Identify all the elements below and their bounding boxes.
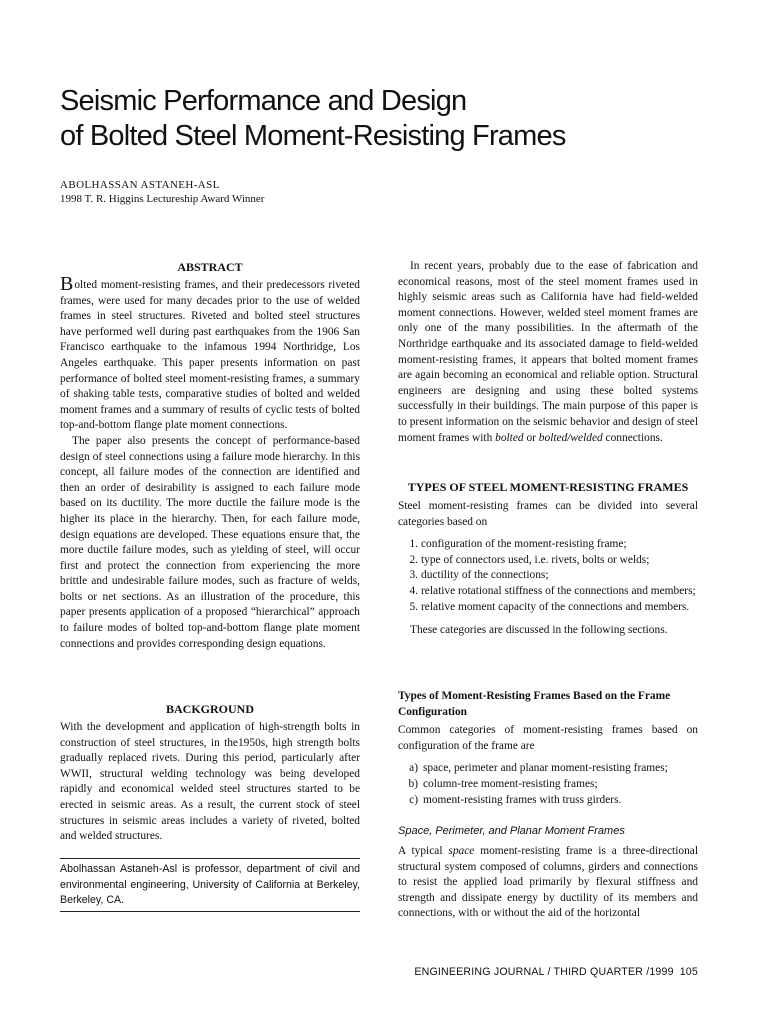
intro-italic-bolted-welded: bolted/welded <box>538 431 603 444</box>
space-italic: space <box>448 845 475 857</box>
background-heading: BACKGROUND <box>165 702 254 716</box>
types-item-text: relative moment capacity of the connections and members. <box>421 600 690 613</box>
types-intro-text: Steel moment-resisting frames can be divided into several categories based on <box>398 500 698 528</box>
space-section <box>398 824 698 922</box>
background-body <box>60 720 360 845</box>
left-column <box>60 0 360 1024</box>
config-intro-text: Common categories of moment-resisting frames based on configuration of the frame are <box>398 724 698 752</box>
types-item <box>406 584 698 600</box>
config-item <box>398 777 698 793</box>
types-closing-text: These categories are discussed in the following sections. <box>410 624 668 637</box>
config-item-text: space, perimeter and planar moment-resisting frames; <box>423 762 668 775</box>
types-section <box>398 479 698 639</box>
types-heading: TYPES OF STEEL MOMENT-RESISTING FRAMES <box>407 480 689 494</box>
intro-text-end: connections. <box>602 431 663 444</box>
types-item <box>406 553 698 569</box>
types-item <box>406 537 698 553</box>
types-item-marker: 5. <box>409 600 418 613</box>
types-item-marker: 1. <box>409 538 418 551</box>
types-closing <box>398 623 698 639</box>
abstract-paragraph-1-text: olted moment-resisting frames, and their predecessors riveted frames, were used for many decades prior to the use of welded frames in steel structures. Riveted and bolted steel structures have performed well during past earthquakes from the 1906 San Francisco earthquake to the infamous 1994 Northridge, Los Angeles earthquake. This paper presents information on past performance of bolted steel moment-resisting frames, a summary of shaking table tests, comparative studies of bolted and welded moment frames and a summary of results of cyclic tests of bolted top-and-bottom flange plate moment connections. <box>60 279 360 432</box>
background-section <box>60 701 360 845</box>
config-intro <box>398 723 698 754</box>
footnote-rule-bottom <box>60 911 360 912</box>
config-section <box>398 689 698 808</box>
abstract-dropcap: B <box>60 273 74 295</box>
types-item-marker: 3. <box>409 569 418 582</box>
types-intro <box>398 499 698 530</box>
abstract-heading: ABSTRACT <box>177 260 243 274</box>
config-list <box>398 761 698 808</box>
title-line-1: Seismic Performance and Design <box>60 85 467 117</box>
background-paragraph: With the development and application of high-strength bolts in construction of steel structures, in the1950s, high strength bolts gradually replaced rivets. During this period, particularly after WWII, structural welding technology was being developed rapidly and economical welded steel structures started to be erected in seismic areas. As a result, the current stock of steel structures in seismic areas includes a variety of riveted, bolted and welded structures. <box>60 721 360 843</box>
footnote-rule-top <box>60 858 360 859</box>
config-item-marker: c) <box>409 793 418 806</box>
config-item-marker: b) <box>408 777 418 790</box>
config-heading: Types of Moment-Resisting Frames Based on the Frame Configuration <box>398 690 671 718</box>
abstract-section <box>60 259 360 652</box>
types-list <box>398 537 698 615</box>
space-text-b: moment-resisting frame is a three-directional structural system composed of columns, girders and connections to resist the applied load primarily by flexural stiffness and strength and dissipate energy by ductility of its members and connections, with or without the aid of the horizontal <box>398 845 698 920</box>
intro-section <box>398 259 698 446</box>
space-heading: Space, Perimeter, and Planar Moment Frames <box>398 825 625 837</box>
author-footnote <box>60 862 360 909</box>
space-text-a: A typical <box>398 845 449 857</box>
types-item-marker: 4. <box>409 584 418 597</box>
author-award: 1998 T. R. Higgins Lectureship Award Winner <box>60 193 265 205</box>
author-name: ABOLHASSAN ASTANEH-ASL <box>60 179 220 191</box>
types-item-text: ductility of the connections; <box>421 569 549 582</box>
types-item-marker: 2. <box>409 553 418 566</box>
page-number: 105 <box>679 966 698 978</box>
config-item <box>398 761 698 777</box>
types-item-text: type of connectors used, i.e. rivets, bolts or welds; <box>421 553 650 566</box>
abstract-body <box>60 273 360 434</box>
intro-text-or: or <box>523 431 539 444</box>
title-line-2: of Bolted Steel Moment-Resisting Frames <box>60 120 566 152</box>
right-column <box>398 0 698 1024</box>
types-item <box>406 600 698 616</box>
intro-paragraph <box>398 259 698 446</box>
footnote-text: Abolhassan Astaneh-Asl is professor, department of civil and environmental engineering, University of California at Berkeley, Berkeley, CA. <box>60 863 360 907</box>
types-item-text: relative rotational stiffness of the connections and members; <box>421 584 696 597</box>
config-item-marker: a) <box>409 762 418 775</box>
config-item-text: column-tree moment-resisting frames; <box>423 777 598 790</box>
intro-text-a: In recent years, probably due to the ease of fabrication and economical reasons, most of the steel moment frames used in highly seismic areas such as California have had field-welded moment connections. However, welded steel moment frames are only one of the many possibilities. In the aftermath of the Northridge earthquake and its associated damage to field-welded moment-resisting frames, it appears that bolted moment frames are again becoming an economical and reliable option. Structural engineers are designing and using these bolted systems successfully in their buildings. The main purpose of this paper is to present information on the seismic behavior and design of steel moment frames with <box>398 260 698 444</box>
config-item-text: moment-resisting frames with truss girders. <box>423 793 622 806</box>
journal-name: ENGINEERING JOURNAL / THIRD QUARTER /1999 <box>414 966 674 978</box>
config-item <box>398 793 698 809</box>
page-footer <box>398 966 698 978</box>
abstract-paragraph-2: The paper also presents the concept of performance-based design of steel connections using a failure mode hierarchy. In this concept, all failure modes of the connection are identified and then an order of desirability is assigned to each failure mode based on its ductility. The more ductile the failure mode is the higher its place in the hierarchy. Then, for each failure mode, design equations are developed. These equations ensure that, the more ductile failure modes, such as yielding of steel, will occur first and protect the connection from experiencing the more brittle and undesirable failure modes, such as fracture of welds, bolts or net sections. As an illustration of the procedure, this paper presents application of a proposed “hierarchical” approach to failure modes of bolted top-and-bottom flange plate moment connections and provides corresponding design equations. <box>60 434 360 650</box>
intro-italic-bolted: bolted <box>495 431 524 444</box>
types-item-text: configuration of the moment-resisting frame; <box>421 538 627 551</box>
space-body <box>398 844 698 922</box>
space-paragraph <box>398 844 698 922</box>
abstract-paragraph-1 <box>60 273 360 434</box>
abstract-body-2 <box>60 434 360 652</box>
types-item <box>406 568 698 584</box>
